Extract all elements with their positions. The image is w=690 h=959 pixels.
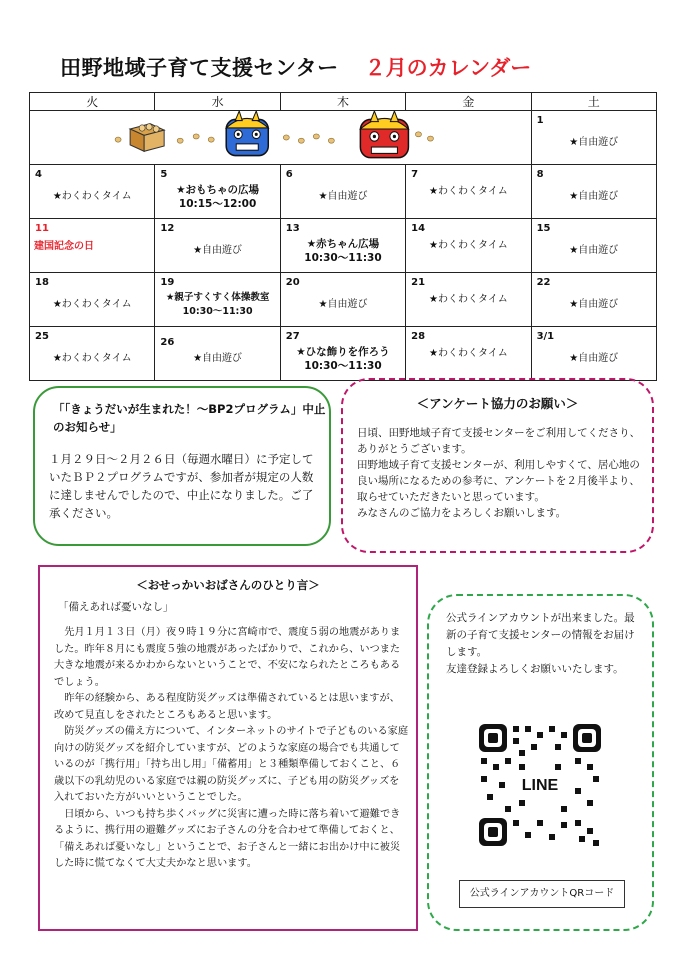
event-label: ★自由遊び <box>569 245 619 256</box>
event-label: ★わくわくタイム <box>428 240 508 251</box>
day-number: 26 <box>160 337 175 348</box>
day-number: 13 <box>285 223 300 234</box>
day-number: 1 <box>536 115 544 126</box>
day-number: 15 <box>536 223 551 234</box>
day-number: 20 <box>285 277 300 288</box>
calendar-cell <box>531 273 656 327</box>
day-number: 8 <box>536 169 544 180</box>
calendar-cell <box>406 273 531 327</box>
event-label: ★自由遊び <box>193 353 243 364</box>
setsubun-decoration-cell <box>30 111 532 165</box>
survey-body: 日頃、田野地域子育て支援センターをご利用してくださり、ありがとうございます。 田野地域子育て支援センターが、利用しやすくて、居心地の良い場所になるための参考に、アンケートを２月後半より、取らせていただきたいと思っています。 みなさんのご協力をよろしくお願いします。 <box>357 427 641 519</box>
calendar-table <box>29 92 657 381</box>
event-label: ★自由遊び <box>318 299 368 310</box>
event-time: 10:30～11:30 <box>304 252 382 264</box>
day-number: 12 <box>160 223 175 234</box>
column-subtitle: 「備えあれば憂いなし」 <box>58 601 174 613</box>
day-number: 4 <box>35 169 42 180</box>
calendar-cell <box>406 327 531 381</box>
event-label: ★自由遊び <box>569 191 619 202</box>
event-label: ★わくわくタイム <box>428 348 508 359</box>
calendar-cell <box>406 165 531 219</box>
event-label: ★自由遊び <box>193 245 243 256</box>
blue-oni-icon <box>226 111 268 156</box>
day-number: 25 <box>35 331 49 342</box>
day-number: 18 <box>35 277 49 288</box>
column-paragraph: 日頃から、いつも持ち歩くバッグに災害に遭った時に落ち着いて避難できるように、携行用の避難グッズにお子さんの分を合わせて準備しておくと、「備えあれば憂いなし」ということで、お子さんと一緒にお出かけ中に被災した時に慌てなくて大丈夫かなと思います。 <box>54 808 401 869</box>
event-label: ★わくわくタイム <box>52 299 132 310</box>
bean-box-icon <box>130 124 164 152</box>
event-label: ★赤ちゃん広場 <box>306 238 380 250</box>
setsubun-decoration <box>30 111 531 164</box>
notice-heading: 「「きょうだいが生まれた！～BP2プログラム」中止のお知らせ」 <box>53 402 326 434</box>
calendar-cell <box>531 219 656 273</box>
survey-heading: ＜アンケート協力のお願い＞ <box>416 396 579 411</box>
event-label: ★わくわくタイム <box>428 294 508 305</box>
event-label: ★わくわくタイム <box>52 191 132 202</box>
qr-line-label: LINE <box>521 777 559 794</box>
line-account-box <box>427 594 654 931</box>
event-label: ★親子すくすく体操教室 <box>165 292 270 303</box>
survey-request <box>341 378 654 553</box>
column-heading: ＜おせっかいおばさんのひとり言＞ <box>136 578 320 592</box>
qr-code-icon[interactable] <box>479 724 601 846</box>
calendar-cell <box>30 327 155 381</box>
day-number: 14 <box>411 223 426 234</box>
day-number: 7 <box>411 169 419 180</box>
day-number: 5 <box>160 169 168 180</box>
event-block <box>281 237 405 265</box>
day-number: 19 <box>160 277 175 288</box>
day-number: 22 <box>536 277 551 288</box>
event-label: ★自由遊び <box>569 137 619 148</box>
weekday-header: 水 <box>155 93 280 111</box>
page-title <box>60 52 640 86</box>
holiday-label: 建国記念の日 <box>34 241 94 252</box>
day-number: 11 <box>35 223 49 234</box>
day-number: 3/1 <box>536 331 555 342</box>
calendar-cell <box>280 273 405 327</box>
calendar-cell <box>30 273 155 327</box>
event-block <box>155 291 279 319</box>
event-block <box>155 183 279 211</box>
calendar-cell <box>155 219 280 273</box>
center-name: 田野地域子育て支援センター <box>60 56 339 80</box>
column-paragraph: 先月１月１３日（月）夜９時１９分に宮崎市で、震度５弱の地震がありました。昨年８月にも震度５強の地震があったばかりで、これから、いつまた大きな地震が来るかわからないということで、不安になられたところもあるでしょう。 <box>54 627 401 688</box>
month-title: ２月のカレンダー <box>364 56 532 80</box>
weekday-header: 土 <box>531 93 656 111</box>
calendar-cell <box>30 219 155 273</box>
calendar-cell <box>280 165 405 219</box>
calendar-cell <box>531 111 656 165</box>
calendar-cell <box>155 165 280 219</box>
event-label: ★わくわくタイム <box>52 353 132 364</box>
day-number: 28 <box>411 331 426 342</box>
event-block <box>281 345 405 373</box>
day-number: 27 <box>285 331 300 342</box>
event-time: 10:15～12:00 <box>178 198 257 210</box>
calendar-cell <box>280 219 405 273</box>
weekday-header: 金 <box>406 93 531 111</box>
column-article <box>38 565 418 931</box>
event-label: ★わくわくタイム <box>428 186 508 197</box>
calendar-cell <box>531 327 656 381</box>
event-label: ★おもちゃの広場 <box>176 184 260 196</box>
event-label: ★ひな飾りを作ろう <box>296 346 390 358</box>
calendar-cell <box>155 327 280 381</box>
event-time: 10:30～11:30 <box>182 306 253 317</box>
calendar-cell <box>30 165 155 219</box>
line-account-text: 公式ラインアカウントが出来ました。最新の子育て支援センターの情報をお届けします。 友達登録よろしくお願いいたします。 <box>446 612 635 675</box>
red-oni-icon <box>360 111 408 158</box>
weekday-header: 火 <box>30 93 155 111</box>
column-paragraph: 昨年の経験から、ある程度防災グッズは準備されているとは思いますが、改めて見直しをされたところもあると思います。 <box>54 693 400 721</box>
event-label: ★自由遊び <box>569 299 619 310</box>
column-body <box>54 625 408 873</box>
event-time: 10:30～11:30 <box>304 360 382 372</box>
event-label: ★自由遊び <box>318 191 368 202</box>
qr-caption: 公式ラインアカウントQRコード <box>459 880 625 908</box>
day-number: 21 <box>411 277 426 288</box>
calendar-cell <box>155 273 280 327</box>
event-label: ★自由遊び <box>569 353 619 364</box>
column-paragraph: 防災グッズの備え方について、インターネットのサイトで子どものいる家庭向けの防災グッズを紹介していますが、どのような家庭の場合でも共通しているのが「携行用」「持ち出し用」「備蓄用」と３種類準備しておくこと、６歳以下の乳幼児のいる家庭では親の防災グッズに、子ども用の防災グッズを入れておいた方がいいということでした。 <box>54 726 409 803</box>
calendar-cell <box>280 327 405 381</box>
calendar-cell <box>406 219 531 273</box>
weekday-header: 木 <box>280 93 405 111</box>
cancellation-notice <box>33 386 331 546</box>
notice-body: １月２９日～２月２６日（毎週水曜日）に予定していたＢＰ２プログラムですが、参加者が規定の人数に達しませんでしたので、中止になりました。ご了承ください。 <box>49 452 314 520</box>
calendar-cell <box>531 165 656 219</box>
day-number: 6 <box>285 169 293 180</box>
